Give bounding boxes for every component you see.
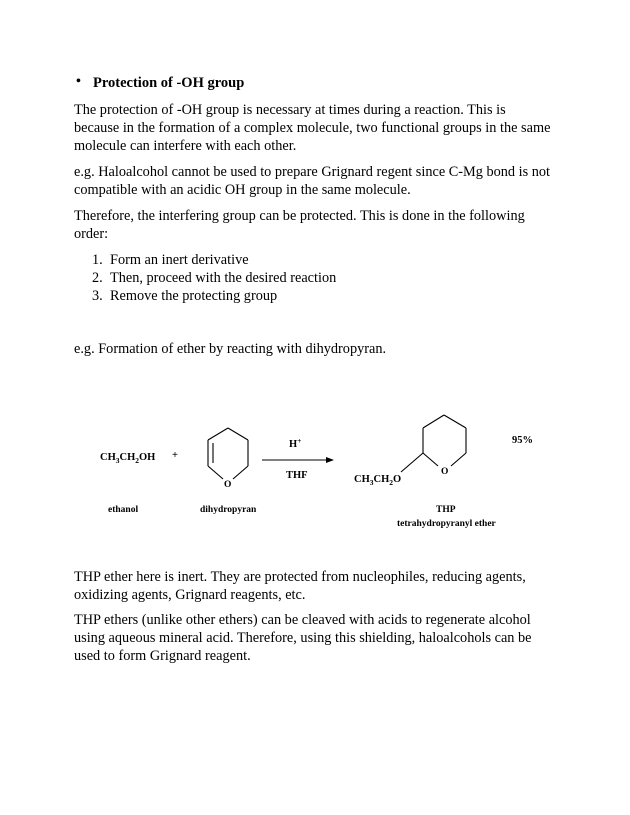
product-substituent: $CH_3CH_2O$ — [354, 474, 402, 487]
paragraph-line: used to form Grignard reagent. — [74, 648, 251, 664]
paragraph-thp-cleaved — [74, 611, 564, 665]
list-item: 1. Form an inert derivative — [92, 252, 249, 268]
reagent-catalyst: H+ — [289, 436, 302, 450]
paragraph-thp-inert — [74, 568, 564, 604]
yield-value: 95% — [512, 435, 533, 446]
dihydropyran-structure — [208, 428, 248, 479]
heading-text: Protection of -OH group — [93, 75, 245, 91]
paragraph-line: order: — [74, 226, 109, 242]
list-item: 3. Remove the protecting group — [92, 288, 278, 304]
arrow-head-icon — [326, 457, 334, 463]
section-heading — [76, 74, 245, 92]
ethanol-label: ethanol — [108, 505, 139, 515]
paragraph-line: THP ether here is inert. They are protected from nucleophiles, reducing agents, — [74, 569, 526, 585]
dihydropyran-label: dihydropyran — [200, 505, 257, 515]
paragraph-example-haloalcohol — [74, 163, 564, 199]
paragraph-line: e.g. Haloalcohol cannot be used to prepare Grignard regent since C-Mg bond is not — [74, 164, 551, 180]
thp-structure — [401, 415, 466, 472]
plus-sign: + — [172, 450, 178, 461]
list-item: 2. Then, proceed with the desired reaction — [92, 270, 337, 286]
steps-list — [92, 251, 336, 305]
reagent-solvent: THF — [286, 470, 308, 481]
thp-oxygen: O — [441, 467, 449, 477]
paragraph-intro — [74, 101, 564, 155]
paragraph-therefore — [74, 207, 564, 243]
paragraph-line: oxidizing agents, Grignard reagents, etc. — [74, 587, 306, 603]
ethanol-formula: $CH_3CH_2OH$ — [100, 452, 156, 465]
example-line: e.g. Formation of ether by reacting with dihydropyran. — [74, 341, 387, 357]
bullet-icon: • — [76, 74, 81, 89]
product-sublabel: tetrahydropyranyl ether — [397, 519, 496, 529]
paragraph-line: The protection of -OH group is necessary at times during a reaction. This is — [74, 102, 506, 118]
paragraph-line: using aqueous mineral acid. Therefore, using this shielding, haloalcohols can be — [74, 630, 532, 646]
paragraph-line: molecule can interfere with each other. — [74, 138, 297, 154]
paragraph-line: because in the formation of a complex molecule, two functional groups in the same — [74, 120, 551, 136]
dihydropyran-oxygen: O — [224, 480, 232, 490]
paragraph-line: THP ethers (unlike other ethers) can be cleaved with acids to regenerate alcohol — [74, 612, 531, 628]
product-label: THP — [436, 505, 456, 515]
paragraph-line: compatible with an acidic OH group in the same molecule. — [74, 182, 411, 198]
reaction-scheme — [0, 400, 630, 540]
paragraph-line: Therefore, the interfering group can be protected. This is done in the following — [74, 208, 525, 224]
